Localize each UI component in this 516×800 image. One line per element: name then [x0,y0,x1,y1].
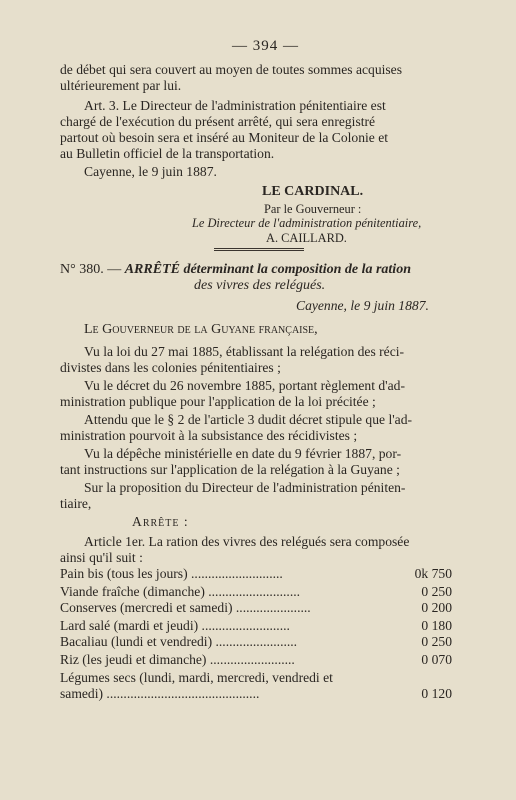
body-line: Le Gouverneur de la Guyane française, [84,322,318,337]
body-line: Article 1er. La ration des vivres des relégués sera composée [84,534,410,549]
ration-quantity: 0 200 [421,600,452,615]
ration-item: Bacaliau (lundi et vendredi) ........................ [60,634,298,649]
signature-name: LE CARDINAL. [262,184,364,199]
body-line: tant instructions sur l'application de la relégation à la Guyane ; [60,462,400,477]
ration-item: Viande fraîche (dimanche) ........................... [60,584,301,599]
ration-quantity: 0 180 [421,618,452,633]
ration-item: Lard salé (mardi et jeudi) .......................... [60,618,290,633]
ration-quantity: 0k 750 [414,566,452,581]
text-line: partout où besoin sera et inséré au Moniteur de la Colonie et [60,130,389,145]
decree-number: N° 380. — [60,262,125,277]
ration-item: Riz (les jeudi et dimanche) ......................... [60,652,295,667]
body-line: ministration pourvoit à la subsistance des récidivistes ; [60,428,358,443]
ration-item: Pain bis (tous les jours) ........................... [60,566,283,581]
date-line: Cayenne, le 9 juin 1887. [84,164,217,179]
body-line: Vu la dépêche ministérielle en date du 9 février 1887, por- [84,446,402,461]
decree-date: Cayenne, le 9 juin 1887. [296,298,429,313]
body-line: ainsi qu'il suit : [60,550,143,565]
page-number: — 394 — [232,38,299,54]
ration-item: Conserves (mercredi et samedi) ...................... [60,600,311,615]
ration-quantity: 0 070 [421,652,452,667]
body-line: Attendu que le § 2 de l'article 3 dudit décret stipule que l'ad- [84,412,413,427]
text-line: chargé de l'exécution du présent arrêté, qui sera enregistré [60,114,376,129]
text-line: de débet qui sera couvert au moyen de toutes sommes acquises [60,62,403,77]
body-line: Vu le décret du 26 novembre 1885, portant règlement d'ad- [84,378,405,393]
ration-item: samedi) ............................................. [60,686,260,701]
body-line: ministration publique pour l'application de la loi précitée ; [60,394,376,409]
body-line: Sur la proposition du Directeur de l'administration péniten- [84,480,406,495]
ration-quantity: 0 250 [421,634,452,649]
text-line: ultérieurement par lui. [60,78,182,93]
decree-title: ARRÊTÉ déterminant la composition de la ration [124,262,411,277]
separator-rule [214,248,304,251]
decree-title-line2: des vivres des relégués. [194,278,326,293]
text-line: Art. 3. Le Directeur de l'administration pénitentiaire est [84,98,386,113]
signature-signer: A. CAILLARD. [266,231,347,245]
text-line: au Bulletin officiel de la transportation. [60,146,275,161]
ration-quantity: 0 250 [421,584,452,599]
ration-item: Légumes secs (lundi, mardi, mercredi, vendredi et [60,670,333,685]
body-line: Vu la loi du 27 mai 1885, établissant la relégation des réci- [84,344,405,359]
decree-heading [60,262,411,278]
ration-quantity: 0 120 [421,686,452,701]
arrete-heading: Arrête : [132,514,189,529]
signature-by: Par le Gouverneur : [264,202,362,216]
body-line: divistes dans les colonies pénitentiaires ; [60,360,281,375]
body-line: tiaire, [60,496,92,511]
signature-role: Le Directeur de l'administration pénitentiaire, [192,216,422,230]
